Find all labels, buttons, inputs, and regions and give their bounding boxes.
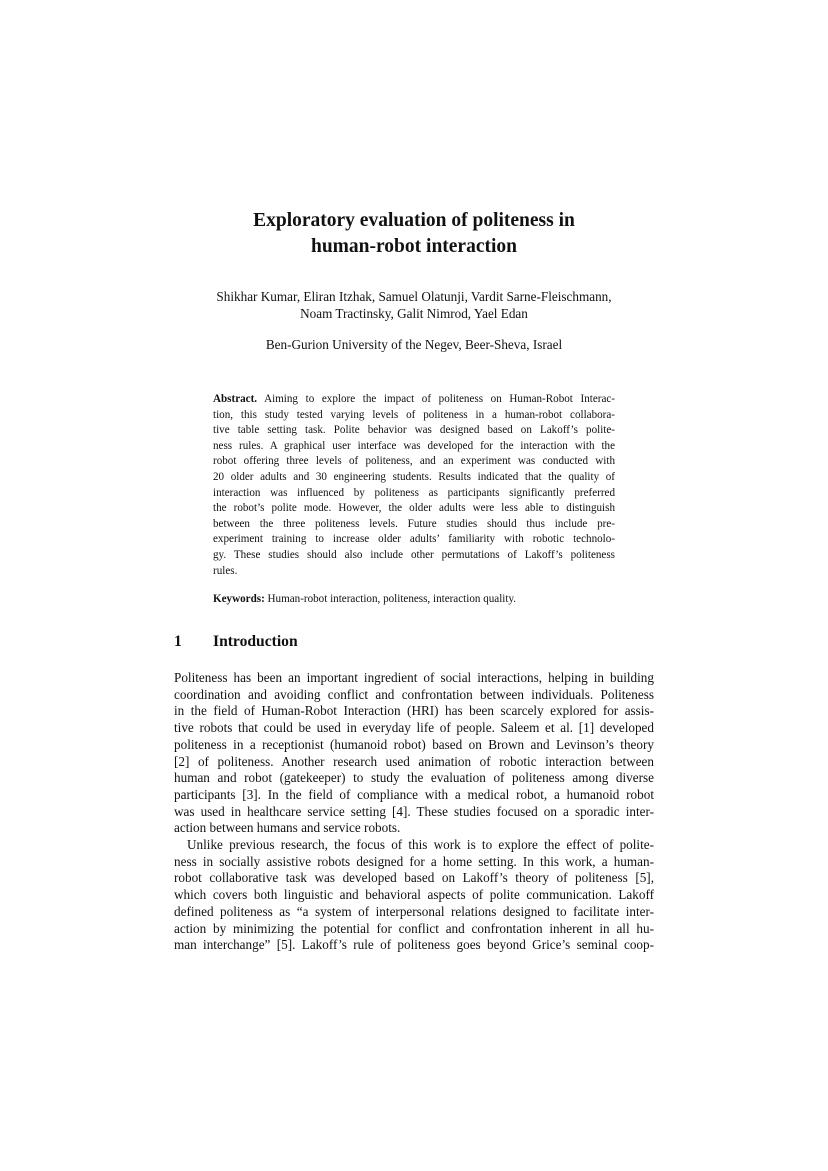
paper-title <box>174 208 654 260</box>
body-line: defined politeness as “a system of interpersonal relations designed to facilitate inter- <box>174 903 654 919</box>
body-line: action by minimizing the potential for conflict and confrontation inherent in all hu- <box>174 920 654 936</box>
abstract-line: tive table setting task. Polite behavior was designed based on Lakoff’s polite- <box>213 424 615 437</box>
abstract-line: the robot’s polite mode. However, the older adults were less able to distinguish <box>213 502 615 515</box>
abstract-line: ness rules. A graphical user interface was developed for the interaction with the <box>213 439 615 452</box>
abstract-line: interaction was influenced by politeness as participants significantly preferred <box>213 486 615 499</box>
abstract-line: between the three politeness levels. Future studies should thus include pre- <box>213 517 615 530</box>
body-line: was used in healthcare service setting [4]. These studies focused on a sporadic inter- <box>174 803 654 819</box>
abstract-line <box>213 392 615 408</box>
title-line: human-robot interaction <box>310 236 518 257</box>
title-line: Exploratory evaluation of politeness in <box>253 210 575 231</box>
body-line: which covers both linguistic and behavioral aspects of polite communication. Lakoff <box>174 887 654 903</box>
abstract-line: gy. These studies should also include other permutations of Lakoff’s politeness <box>213 548 615 561</box>
body-line: man interchange” [5]. Lakoff’s rule of politeness goes beyond Grice’s seminal coop- <box>174 937 654 953</box>
author-line: Noam Tractinsky, Galit Nimrod, Yael Edan <box>300 306 528 321</box>
body-line: participants [3]. In the field of compliance with a medical robot, a humanoid robot <box>174 786 654 802</box>
section-heading <box>174 632 298 652</box>
body-line: action between humans and service robots. <box>174 820 401 836</box>
author-list <box>174 288 654 322</box>
affiliation: Ben-Gurion University of the Negev, Beer-Sheva, Israel <box>265 337 563 352</box>
body-line: [2] of politeness. Another research used animation of robotic interaction between <box>174 753 654 769</box>
body-line: tive robots that could be used in everyday life of people. Saleem et al. [1] developed <box>174 720 654 736</box>
keywords-text: Human-robot interaction, politeness, interaction quality. <box>264 593 517 605</box>
abstract-text: Aiming to explore the impact of politeness on Human-Robot Interac- <box>257 393 615 405</box>
abstract-label: Abstract. <box>213 393 258 405</box>
abstract-line: tion, this study tested varying levels of politeness in a human-robot collabora- <box>213 408 615 421</box>
section-title: Introduction <box>213 633 298 650</box>
body-line: robot collaborative task was developed based on Lakoff’s theory of politeness [5], <box>174 870 654 886</box>
abstract <box>213 392 615 579</box>
body-line: in the field of Human-Robot Interaction (HRI) has been scarcely explored for assis- <box>174 703 654 719</box>
section-number: 1 <box>174 633 182 650</box>
abstract-line: rules. <box>213 564 238 577</box>
body-line: human and robot (gatekeeper) to study the evaluation of politeness among diverse <box>174 770 654 786</box>
keywords-label: Keywords: <box>213 593 265 605</box>
body-line: Politeness has been an important ingredient of social interactions, helping in building <box>174 670 654 685</box>
body-text <box>174 670 654 954</box>
abstract-line: experiment training to increase older adults’ familiarity with robotic technolo- <box>213 533 615 546</box>
author-line: Shikhar Kumar, Eliran Itzhak, Samuel Olatunji, Vardit Sarne-Fleischmann, <box>216 289 612 304</box>
body-line: Unlike previous research, the focus of this work is to explore the effect of polite- <box>187 837 654 853</box>
keywords <box>213 592 615 608</box>
body-line: politeness in a receptionist (humanoid robot) based on Brown and Levinson’s theory <box>174 736 654 752</box>
body-line: coordination and avoiding conflict and confrontation between individuals. Politeness <box>174 686 654 702</box>
abstract-line: robot offering three levels of politeness, and an experiment was conducted with <box>213 455 615 468</box>
abstract-line: 20 older adults and 30 engineering students. Results indicated that the quality of <box>213 470 615 483</box>
body-line: ness in socially assistive robots designed for a home setting. In this work, a human- <box>174 853 654 869</box>
